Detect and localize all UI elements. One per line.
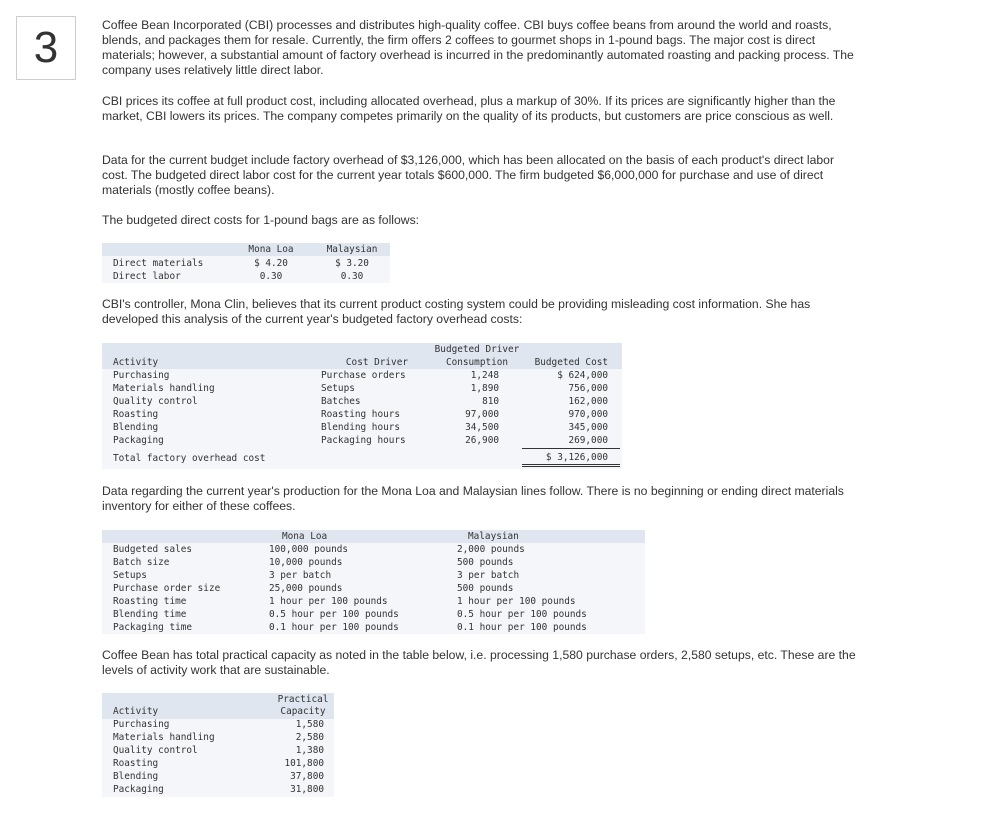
overhead-row-consumption: 34,500 [465, 422, 499, 433]
overhead-header-cost: Budgeted Cost [534, 357, 608, 368]
question-number: 3 [16, 16, 76, 80]
capacity-header-capacity: Capacity [280, 706, 326, 717]
production-header-malaysian: Malaysian [468, 531, 519, 542]
overhead-header-consumption: Budgeted Driver [434, 344, 520, 355]
capacity-row-value: 101,800 [284, 758, 324, 769]
direct-costs-row-mona: $ 4.20 [254, 258, 288, 269]
overhead-row-activity: Purchasing [113, 370, 170, 381]
direct-costs-row-malay: 0.30 [340, 271, 364, 282]
overhead-row-cost: 345,000 [568, 422, 608, 433]
overhead-row-driver: Blending hours [321, 422, 401, 433]
production-row-label: Setups [113, 570, 147, 581]
paragraph-direct-costs: The budgeted direct costs for 1-pound bags are as follows: [102, 213, 420, 227]
overhead-row-driver: Setups [321, 383, 355, 394]
production-row-malay: 3 per batch [457, 570, 520, 581]
direct-costs-header-mona-loa: Mona Loa [248, 244, 294, 255]
overhead-row-cost: 756,000 [568, 383, 608, 394]
total-double-rule [522, 464, 620, 465]
overhead-row-consumption: 810 [482, 396, 499, 407]
capacity-row-activity: Roasting [113, 758, 159, 769]
overhead-row-driver: Purchase orders [321, 370, 406, 381]
overhead-total-label: Total factory overhead cost [113, 453, 266, 464]
production-row-mona: 0.1 hour per 100 pounds [269, 622, 399, 633]
capacity-row-value: 31,800 [290, 784, 324, 795]
overhead-row-consumption: 97,000 [465, 409, 499, 420]
overhead-row-cost: 162,000 [568, 396, 608, 407]
direct-costs-row-malay: $ 3.20 [335, 258, 369, 269]
production-row-mona: 0.5 hour per 100 pounds [269, 609, 399, 620]
capacity-row-activity: Packaging [113, 784, 164, 795]
subtotal-rule [522, 448, 620, 449]
paragraph-controller: CBI's controller, Mona Clin, believes that its current product costing system could be providing misleading cost information. She has developed this analysis of the current year's budgeted factory overhead costs: [102, 297, 811, 326]
overhead-total-value: $ 3,126,000 [545, 452, 608, 463]
capacity-table [102, 693, 334, 797]
capacity-header-capacity: Practical [277, 694, 329, 705]
production-row-label: Blending time [113, 609, 187, 620]
overhead-row-driver: Roasting hours [321, 409, 401, 420]
paragraph-budget: Data for the current budget include factory overhead of $3,126,000, which has been allocated on the basis of each product's direct labor cost. The budgeted direct labor cost for the current year totals $600,000. The firm budgeted $6,000,000 for purchase and use of direct materials (mostly coffee beans). [102, 153, 835, 197]
production-row-mona: 1 hour per 100 pounds [269, 596, 388, 607]
direct-costs-row-mona: 0.30 [259, 271, 283, 282]
overhead-row-consumption: 26,900 [465, 435, 499, 446]
production-row-mona: 25,000 pounds [269, 583, 343, 594]
production-header-mona-loa: Mona Loa [282, 531, 328, 542]
overhead-row-activity: Roasting [113, 409, 159, 420]
direct-costs-row-label: Direct labor [113, 271, 181, 282]
production-row-mona: 3 per batch [269, 570, 332, 581]
production-row-label: Packaging time [113, 622, 193, 633]
capacity-row-value: 2,580 [295, 732, 324, 743]
production-row-label: Budgeted sales [113, 544, 193, 555]
production-row-malay: 0.1 hour per 100 pounds [457, 622, 587, 633]
paragraph-capacity: Coffee Bean has total practical capacity as noted in the table below, i.e. processing 1,580 purchase orders, 2,580 setups, etc. These are the levels of activity work that are sustainable. [102, 648, 856, 677]
production-row-label: Roasting time [113, 596, 187, 607]
overhead-row-activity: Blending [113, 422, 159, 433]
capacity-row-activity: Materials handling [113, 732, 215, 743]
overhead-row-driver: Packaging hours [321, 435, 406, 446]
production-row-malay: 0.5 hour per 100 pounds [457, 609, 587, 620]
capacity-row-activity: Quality control [113, 745, 198, 756]
overhead-header-activity: Activity [113, 357, 159, 368]
overhead-row-cost: 970,000 [568, 409, 608, 420]
capacity-row-activity: Blending [113, 771, 159, 782]
overhead-row-consumption: 1,248 [470, 370, 499, 381]
production-row-malay: 2,000 pounds [457, 544, 525, 555]
production-row-label: Purchase order size [113, 583, 221, 594]
overhead-row-driver: Batches [321, 396, 361, 407]
direct-costs-row-label: Direct materials [113, 258, 204, 269]
paragraph-intro: Coffee Bean Incorporated (CBI) processes and distributes high-quality coffee. CBI buys coffee beans from around the world and roasts, blends, and packages them for resale. Currently, the firm offers 2 coffees to gourmet shops in 1-pound bags. The major cost is direct materials; however, a substantial amount of factory overhead is incurred in the predominantly automated roasting and packing process. The company uses relatively little direct labor. [102, 18, 854, 77]
direct-costs-table [102, 243, 390, 283]
overhead-row-activity: Packaging [113, 435, 164, 446]
production-row-label: Batch size [113, 557, 170, 568]
overhead-row-activity: Materials handling [113, 383, 215, 394]
overhead-header-driver: Cost Driver [345, 357, 408, 368]
overhead-header-consumption: Consumption [445, 357, 509, 368]
overhead-row-activity: Quality control [113, 396, 198, 407]
direct-costs-header-malaysian: Malaysian [326, 244, 378, 255]
production-row-mona: 100,000 pounds [269, 544, 349, 555]
production-table [102, 530, 645, 634]
production-row-malay: 1 hour per 100 pounds [457, 596, 576, 607]
capacity-header-activity: Activity [113, 706, 159, 717]
capacity-row-value: 1,580 [295, 719, 324, 730]
overhead-table [102, 343, 622, 469]
paragraph-production: Data regarding the current year's production for the Mona Loa and Malaysian lines follow. There is no beginning or ending direct materials inventory for either of these coffees. [102, 484, 844, 513]
production-row-malay: 500 pounds [457, 583, 514, 594]
capacity-row-value: 37,800 [290, 771, 324, 782]
overhead-row-cost: 269,000 [568, 435, 608, 446]
production-row-malay: 500 pounds [457, 557, 514, 568]
capacity-row-activity: Purchasing [113, 719, 170, 730]
capacity-row-value: 1,380 [295, 745, 324, 756]
production-row-mona: 10,000 pounds [269, 557, 343, 568]
overhead-row-cost: $ 624,000 [557, 370, 608, 381]
overhead-row-consumption: 1,890 [470, 383, 499, 394]
total-double-rule [522, 466, 620, 467]
paragraph-pricing: CBI prices its coffee at full product cost, including allocated overhead, plus a markup of 30%. If its prices are significantly higher than the market, CBI lowers its prices. The company competes primarily on the quality of its products, but customers are price conscious as well. [102, 94, 836, 123]
